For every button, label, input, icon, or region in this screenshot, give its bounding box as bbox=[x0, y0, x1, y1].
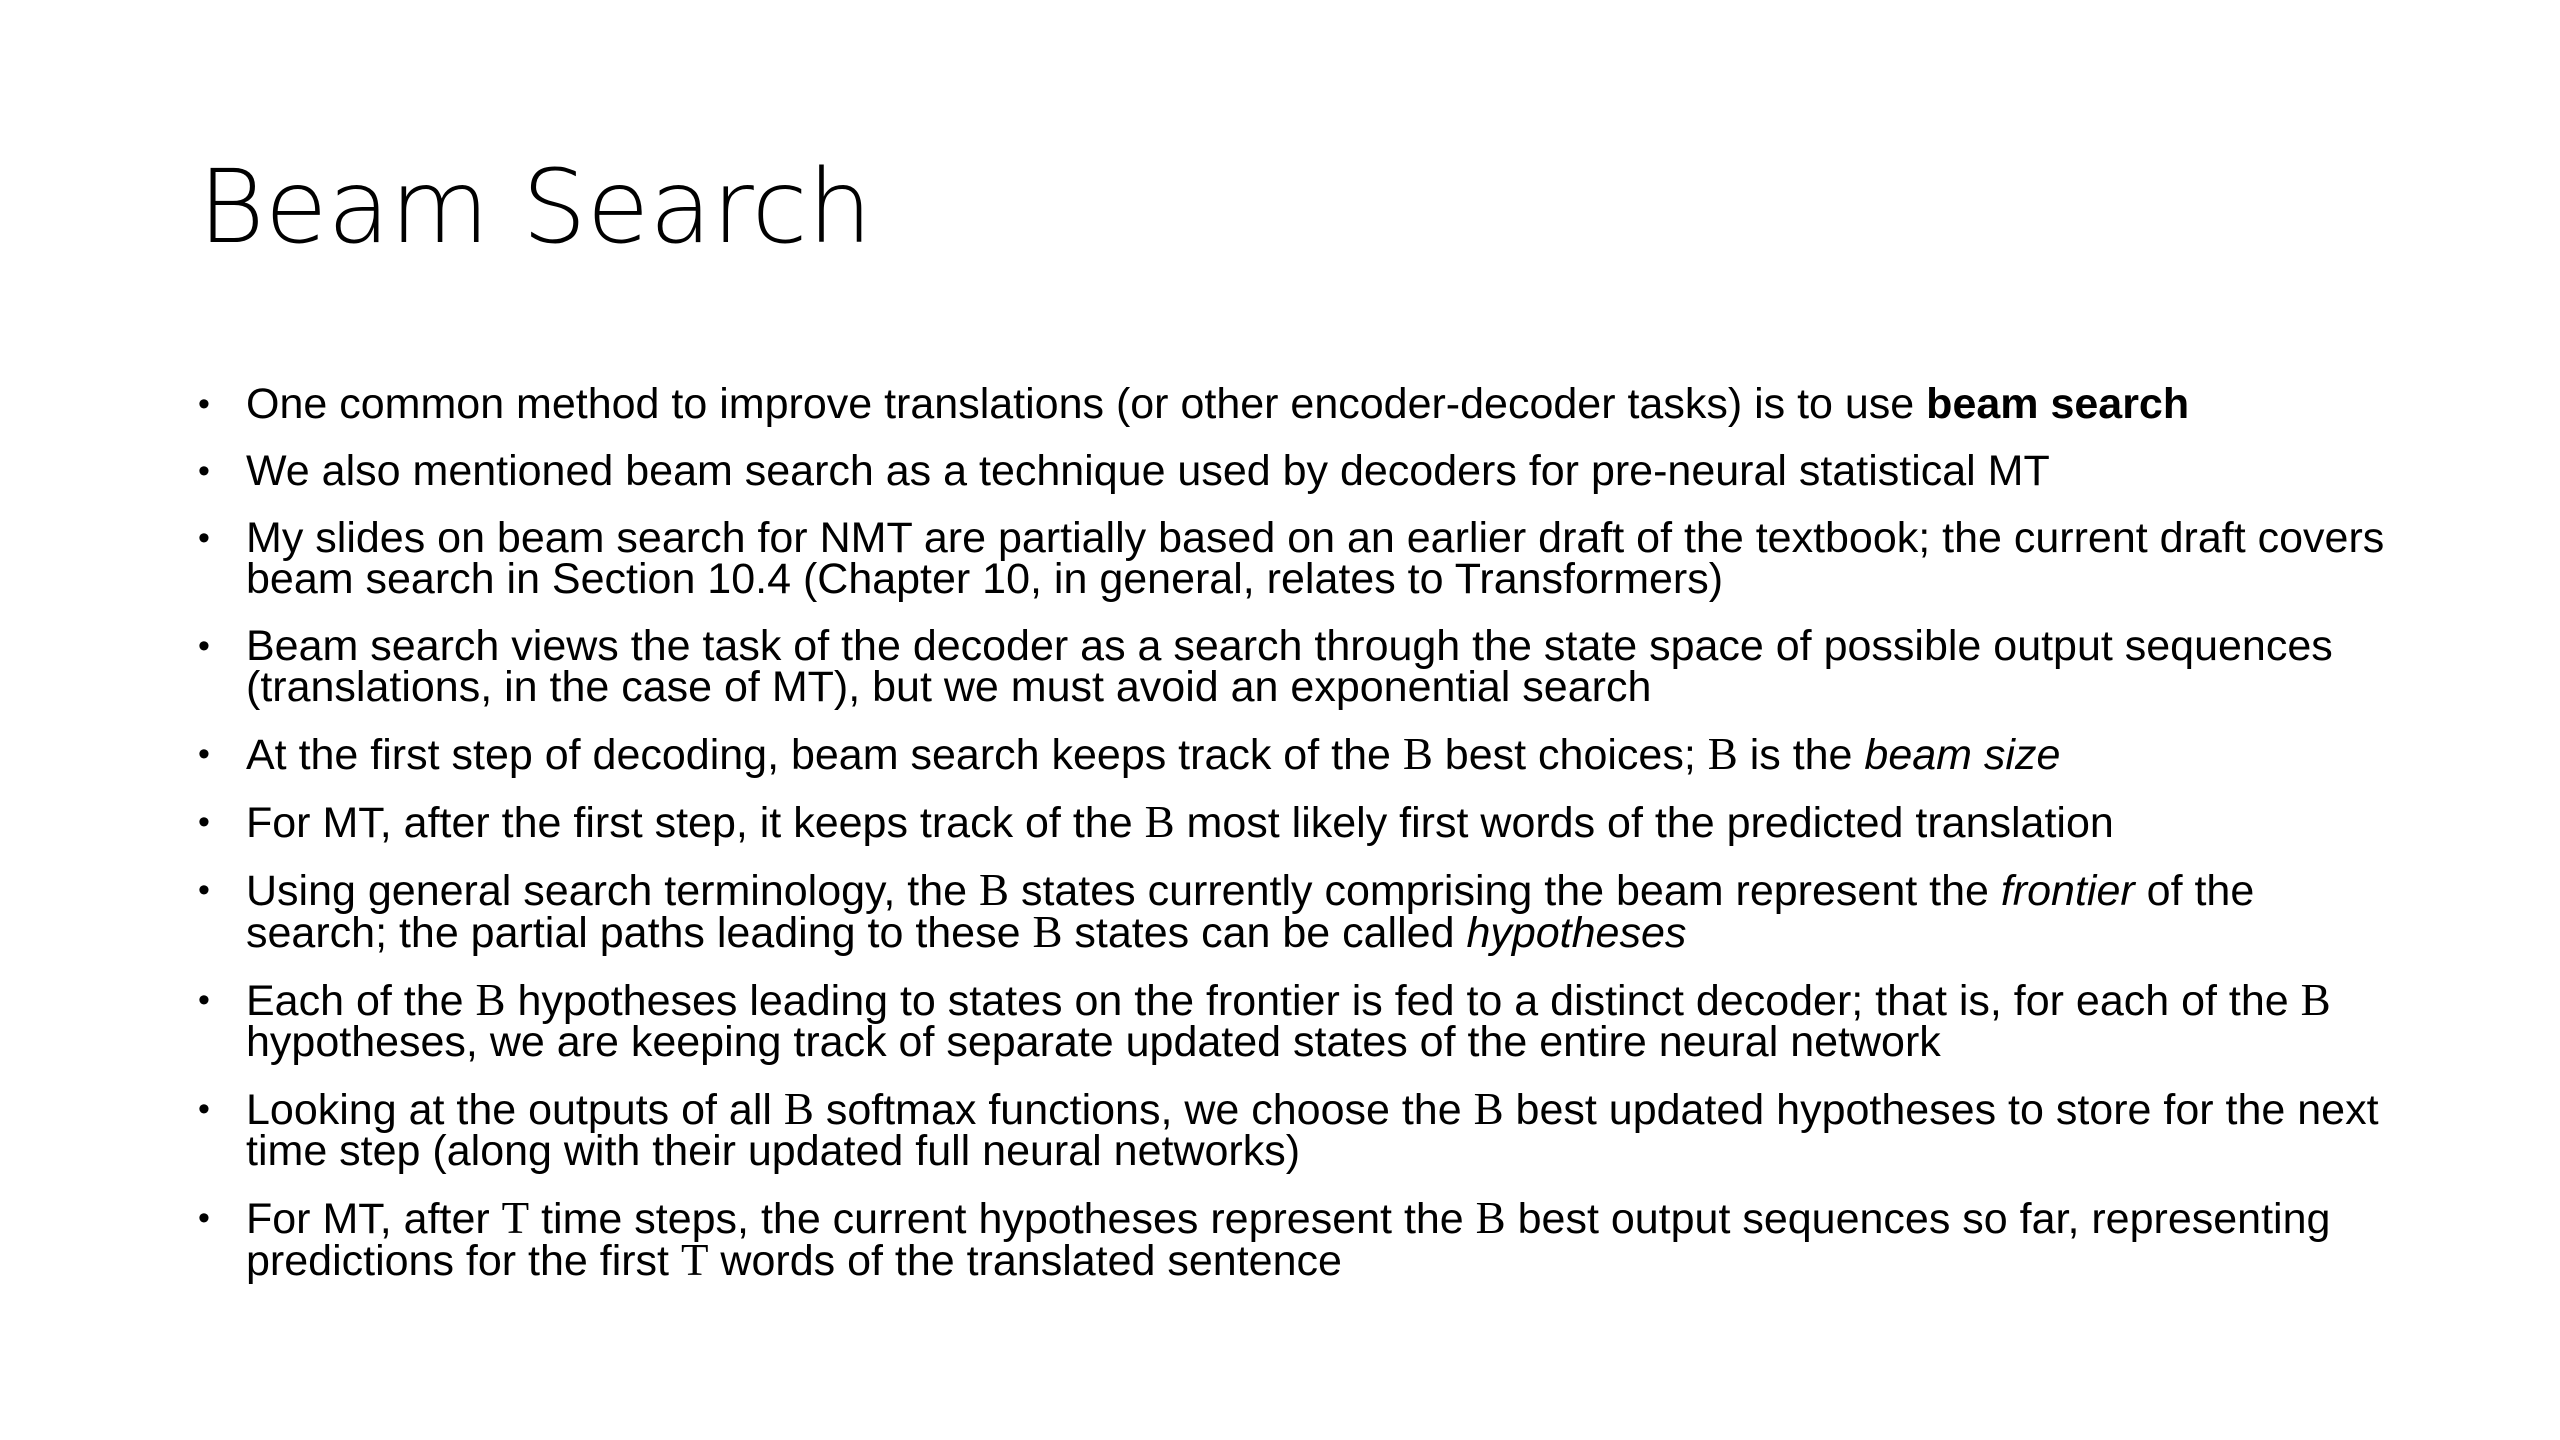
bullet-text: My slides on beam search for NMT are partially based on an earlier draft of the textbook; the current draft covers beam search in Section 10.4 (Chapter 10, in general, relates to Transformers) bbox=[246, 514, 2385, 603]
bullet-text: Beam search views the task of the decoder as a search through the state space of possible output sequences (translations, in the case of MT), but we must avoid an exponential search bbox=[246, 622, 2333, 711]
bullet-dot-icon: • bbox=[198, 1199, 210, 1237]
bullet-text: softmax functions, we choose the bbox=[813, 1086, 1474, 1134]
bullet-dot-icon: • bbox=[198, 385, 210, 423]
bullet-text: time steps, the current hypotheses represent the bbox=[529, 1195, 1476, 1243]
math-variable: T bbox=[680, 1235, 709, 1285]
bullet-dot-icon: • bbox=[198, 452, 210, 490]
bullet-text: For MT, after bbox=[246, 1195, 502, 1243]
math-variable: B bbox=[1032, 907, 1063, 957]
bullet-text: most likely first words of the predicted translation bbox=[1174, 799, 2114, 847]
bullet-text: We also mentioned beam search as a technique used by decoders for pre-neural statistical MT bbox=[246, 447, 2050, 495]
math-variable: B bbox=[1473, 1084, 1504, 1134]
bullet-text: is the bbox=[1737, 731, 1865, 779]
math-variable: B bbox=[783, 1084, 814, 1134]
bullet-item bbox=[198, 865, 2398, 957]
bullet-dot-icon: • bbox=[198, 803, 210, 841]
math-variable: B bbox=[978, 865, 1009, 915]
bullet-text: best output sequences so far, representing predictions for the first bbox=[246, 1195, 2331, 1285]
italic-term: hypotheses bbox=[1466, 909, 1687, 957]
math-variable: B bbox=[475, 975, 506, 1025]
math-variable: B bbox=[2300, 975, 2331, 1025]
bullet-text: states currently comprising the beam represent the bbox=[1009, 867, 2001, 915]
bullet-dot-icon: • bbox=[198, 1090, 210, 1128]
slide-title: Beam Search bbox=[198, 148, 873, 267]
bullet-text: hypotheses, we are keeping track of separate updated states of the entire neural network bbox=[246, 1018, 1941, 1066]
italic-term: frontier bbox=[2000, 867, 2135, 915]
bullet-text: One common method to improve translations (or other encoder-decoder tasks) is to use bbox=[246, 380, 1927, 428]
bullet-text: best choices; bbox=[1432, 731, 1708, 779]
bullet-dot-icon: • bbox=[198, 627, 210, 665]
bullet-text: words of the translated sentence bbox=[708, 1237, 1342, 1285]
bullet-dot-icon: • bbox=[198, 735, 210, 773]
bullet-text: At the first step of decoding, beam search keeps track of the bbox=[246, 731, 1403, 779]
bullet-list bbox=[198, 380, 2398, 1308]
bullet-item bbox=[198, 1084, 2398, 1175]
bullet-item bbox=[198, 380, 2398, 428]
italic-term: beam size bbox=[1864, 731, 2061, 779]
math-variable: B bbox=[1402, 729, 1433, 779]
bullet-text: best updated hypotheses to store for the next time step (along with their updated full neural networks) bbox=[246, 1086, 2379, 1175]
bullet-text: states can be called bbox=[1062, 909, 1467, 957]
math-variable: B bbox=[1475, 1193, 1506, 1243]
bullet-item bbox=[198, 447, 2398, 495]
bullet-item bbox=[198, 797, 2398, 847]
math-variable: B bbox=[1707, 729, 1738, 779]
bold-term: beam search bbox=[1926, 380, 2190, 428]
bullet-dot-icon: • bbox=[198, 981, 210, 1019]
bullet-text: Looking at the outputs of all bbox=[246, 1086, 784, 1134]
bullet-item bbox=[198, 622, 2398, 711]
bullet-text: of the search; the partial paths leading to these bbox=[246, 867, 2255, 957]
bullet-item bbox=[198, 975, 2398, 1066]
bullet-dot-icon: • bbox=[198, 519, 210, 557]
math-variable: B bbox=[1144, 797, 1175, 847]
bullet-text: Each of the bbox=[246, 977, 476, 1025]
bullet-item bbox=[198, 729, 2398, 779]
bullet-item bbox=[198, 514, 2398, 603]
bullet-text: Using general search terminology, the bbox=[246, 867, 979, 915]
math-variable: T bbox=[501, 1193, 530, 1243]
bullet-dot-icon: • bbox=[198, 871, 210, 909]
bullet-item bbox=[198, 1193, 2398, 1285]
bullet-text: For MT, after the first step, it keeps track of the bbox=[246, 799, 1145, 847]
bullet-text: hypotheses leading to states on the frontier is fed to a distinct decoder; that is, for each of the bbox=[505, 977, 2301, 1025]
